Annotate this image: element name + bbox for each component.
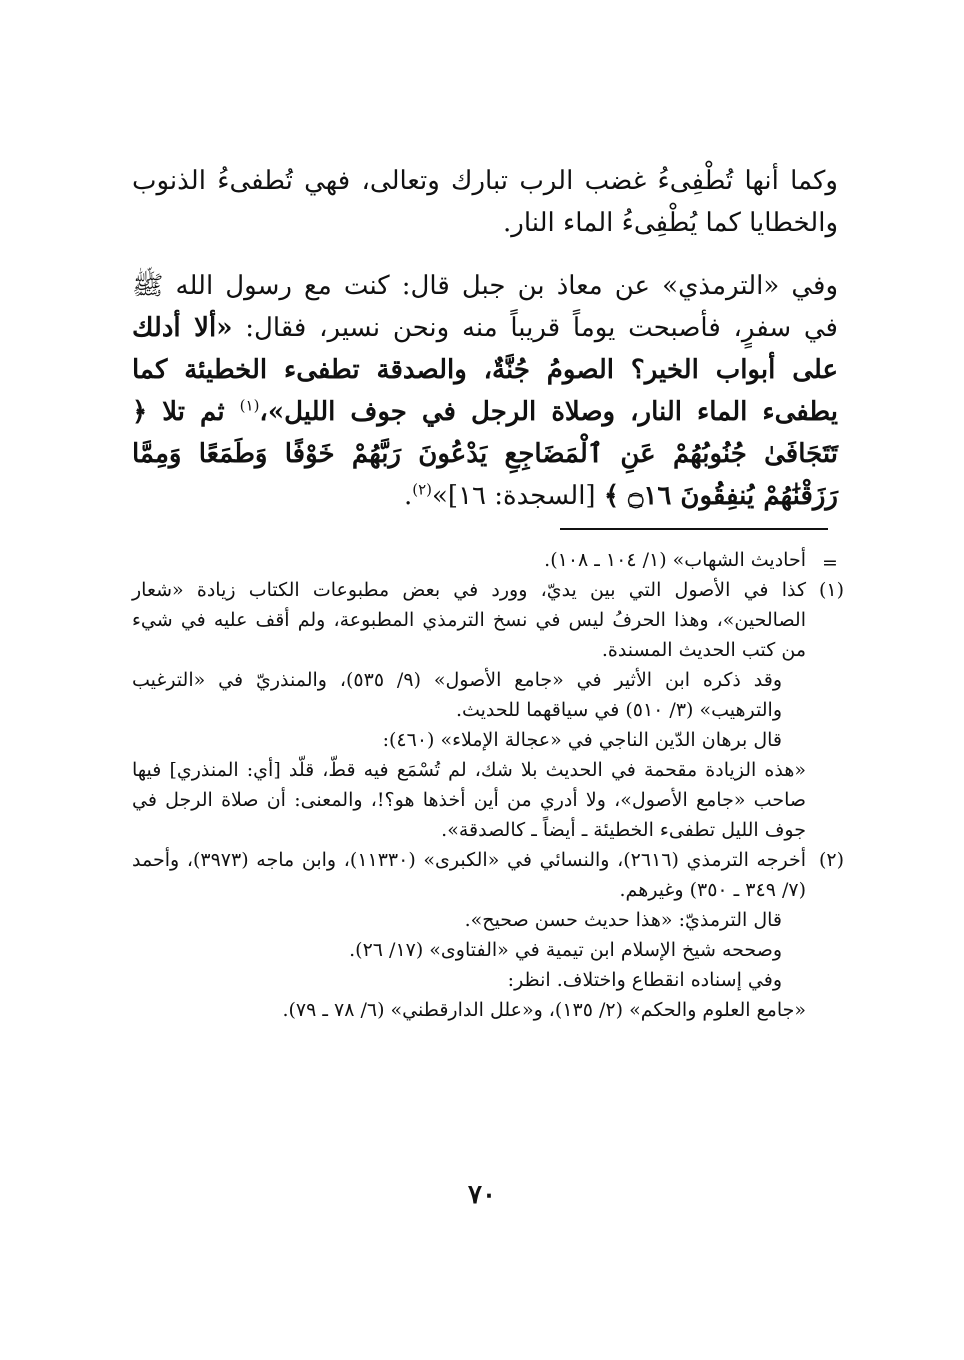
footnote-ref-2[interactable]: (٢) — [412, 480, 432, 499]
footnote-2-line: «جامع العلوم والحكم» (٢/ ١٣٥)، و«علل الدارقطني» (٦/ ٧٨ ـ ٧٩). — [282, 999, 806, 1021]
paragraph-1 — [132, 160, 838, 244]
footnote-1-line: قال برهان الدّين الناجي في «عجالة الإملاء» (٤٦٠): — [382, 729, 782, 751]
footnote-2-line: قال الترمذيّ: «هذا حديث حسن صحيح». — [464, 909, 782, 931]
paragraph-1-text: وكما أنها تُطْفِىءُ غضب الرب تبارك وتعالى، فهي تُطفىءُ الذنوب والخطايا كما يُطْفِىءُ الماء النار. — [132, 166, 838, 238]
footnote-2-line: وفي إسناده انقطاع واختلاف. انظر: — [507, 969, 782, 991]
footnote-separator — [560, 528, 828, 530]
then-recited-text: ثم تلا — [147, 397, 240, 427]
footnote-2-number: (٢) — [818, 849, 844, 871]
footnotes — [132, 545, 844, 1025]
footnote-2-line: أخرجه الترمذي (٢٦١٦)، والنسائي في «الكبرى» (١١٣٣٠)، وابن ماجه (٣٩٧٣)، وأحمد (٧/ ٣٤٩ ـ ٣٥٠) وغيرهم. — [132, 849, 806, 901]
continuation-marker: = — [822, 552, 838, 574]
paragraph-2-end: . — [403, 481, 413, 511]
footnote-1 — [132, 575, 844, 845]
footnote-2 — [132, 845, 844, 1025]
paragraph-2-intro: وفي «الترمذي» عن معاذ بن جبل قال: كنت مع رسول الله ﷺ في سفرٍ، فأصبحت يوماً قريباً منه ونحن نسير، فقال: — [132, 271, 838, 343]
footnote-ref-1[interactable]: (١) — [239, 396, 260, 415]
footnote-continuation — [132, 545, 844, 575]
footnote-1-quote: «هذه الزيادة مقحمة في الحديث بلا شك، لم تُسْمَع فيه قطّ، قلّد [أي: المنذري] فيها صاحب «جامع الأصول»، ولا أدري من أين أخذها هو؟!، والمعنى: أن صلاة الرجل في جوف الليل تطفىء الخطيئة ـ أيضاً ـ كالصدقة». — [132, 759, 806, 841]
footnote-2-line: وصححه شيخ الإسلام ابن تيمية في «الفتاوى» (١٧/ ٢٦). — [349, 939, 782, 961]
hadith-text: «ألا أدلك على أبواب الخير؟ الصومُ جُنَّةٌ، والصدقة تطفىء الخطيئة كما يطفىء الماء النار، وصلاة الرجل في جوف الليل»، — [132, 313, 838, 427]
quran-verse: ﴿ تَتَجَافَىٰ جُنُوبُهُمْ عَنِ ٱلْمَضَاجِعِ يَدْعُونَ رَبَّهُمْ خَوْفًا وَطَمَعًا وَمِمَّا رَزَقْنَٰهُمْ يُنفِقُونَ ۝١٦ ﴾ — [132, 397, 838, 511]
paragraph-2 — [132, 265, 838, 517]
footnote-1-number: (١) — [818, 579, 844, 601]
footnote-1-line: وقد ذكره ابن الأثير في «جامع الأصول» (٩/ ٥٣٥)، والمنذريّ في «الترغيب والترهيب» (٣/ ٥١٠) في سياقهما للحديث. — [132, 669, 782, 721]
verse-reference: [السجدة: ١٦]» — [432, 481, 604, 511]
footnote-1-line: كذا في الأصول التي بين يديّ، وورد في بعض مطبوعات الكتاب زيادة «شعار الصالحين»، وهذا الحرفُ ليس في نسخ الترمذي المطبوعة، ولم أقف عليه في شيء من كتب الحديث المسندة. — [132, 579, 806, 661]
page-number: ٧٠ — [468, 1180, 496, 1210]
footnote-continuation-text: أحاديث الشهاب» (١/ ١٠٤ ـ ١٠٨). — [544, 549, 806, 571]
